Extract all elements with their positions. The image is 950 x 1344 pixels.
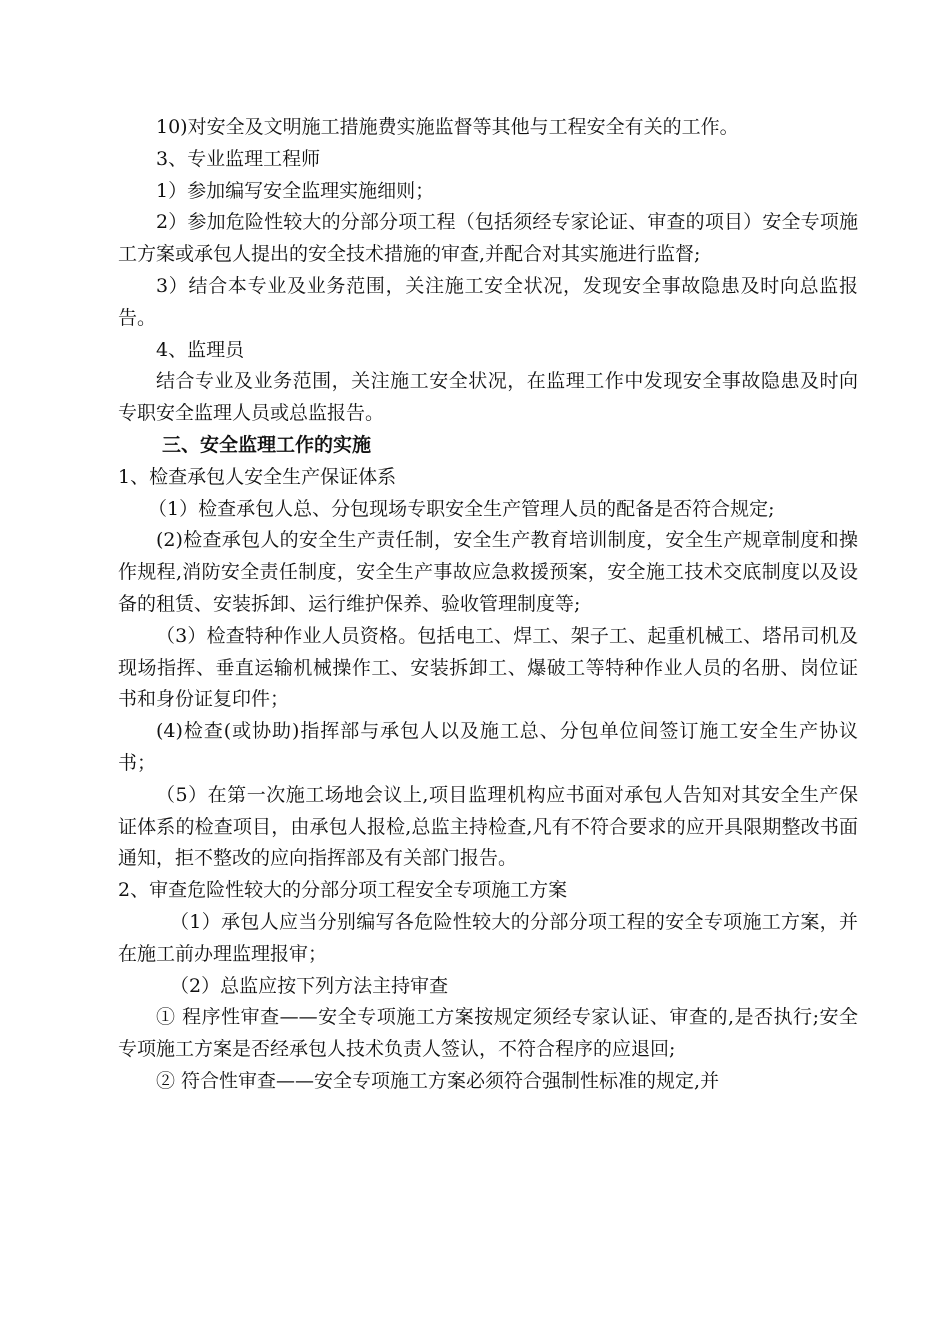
paragraph: (2)检查承包人的安全生产责任制，安全生产教育培训制度，安全生产规章制度和操作规程,消防安全责任制度，安全生产事故应急救援预案，安全施工技术交底制度以及设备的租赁、安装拆卸、运行维护保养、验收管理制度等; — [118, 529, 858, 615]
paragraph: 10)对安全及文明施工措施费实施监督等其他与工程安全有关的工作。 — [156, 116, 739, 138]
chapter-heading: 三、安全监理工作的实施 — [162, 433, 372, 456]
document-body — [118, 112, 858, 1098]
paragraph: （3）检查特种作业人员资格。包括电工、焊工、架子工、起重机械工、塔吊司机及现场指挥、垂直运输机械操作工、安装拆卸工、爆破工等特种作业人员的名册、岗位证书和身份证复印件； — [118, 624, 858, 711]
paragraph: （2）总监应按下列方法主持审查 — [170, 974, 449, 997]
paragraph: (4)检查(或协助)指挥部与承包人以及施工总、分包单位间签订施工安全生产协议书； — [118, 720, 858, 774]
section-title: 1、检查承包人安全生产保证体系 — [118, 465, 397, 488]
paragraph: 2）参加危险性较大的分部分项工程（包括须经专家论证、审查的项目）安全专项施工方案或承包人提出的安全技术措施的审查,并配合对其实施进行监督; — [118, 211, 858, 266]
paragraph: ② 符合性审查——安全专项施工方案必须符合强制性标准的规定,并 — [156, 1069, 720, 1092]
section-title: 2、审查危险性较大的分部分项工程安全专项施工方案 — [118, 879, 568, 902]
paragraph: 3）结合本专业及业务范围，关注施工安全状况，发现安全事故隐患及时向总监报告。 — [118, 274, 858, 329]
paragraph: ① 程序性审查——安全专项施工方案按规定须经专家认证、审查的,是否执行;安全专项施工方案是否经承包人技术负责人签认，不符合程序的应退回; — [118, 1006, 858, 1061]
paragraph: （1）检查承包人总、分包现场专职安全生产管理人员的配备是否符合规定; — [148, 497, 775, 520]
section-title: 4、监理员 — [156, 338, 245, 361]
paragraph: 结合专业及业务范围，关注施工安全状况，在监理工作中发现安全事故隐患及时向专职安全监理人员或总监报告。 — [118, 370, 858, 425]
paragraph: 1）参加编写安全监理实施细则； — [156, 179, 435, 202]
paragraph: （1）承包人应当分别编写各危险性较大的分部分项工程的安全专项施工方案，并在施工前办理监理报审； — [118, 910, 858, 965]
section-title: 3、专业监理工程师 — [156, 147, 321, 170]
paragraph: （5）在第一次施工场地会议上,项目监理机构应书面对承包人告知对其安全生产保证体系的检查项目，由承包人报检,总监主持检查,凡有不符合要求的应开具限期整改书面通知，拒不整改的应向指挥部及有关部门报告。 — [118, 783, 858, 870]
